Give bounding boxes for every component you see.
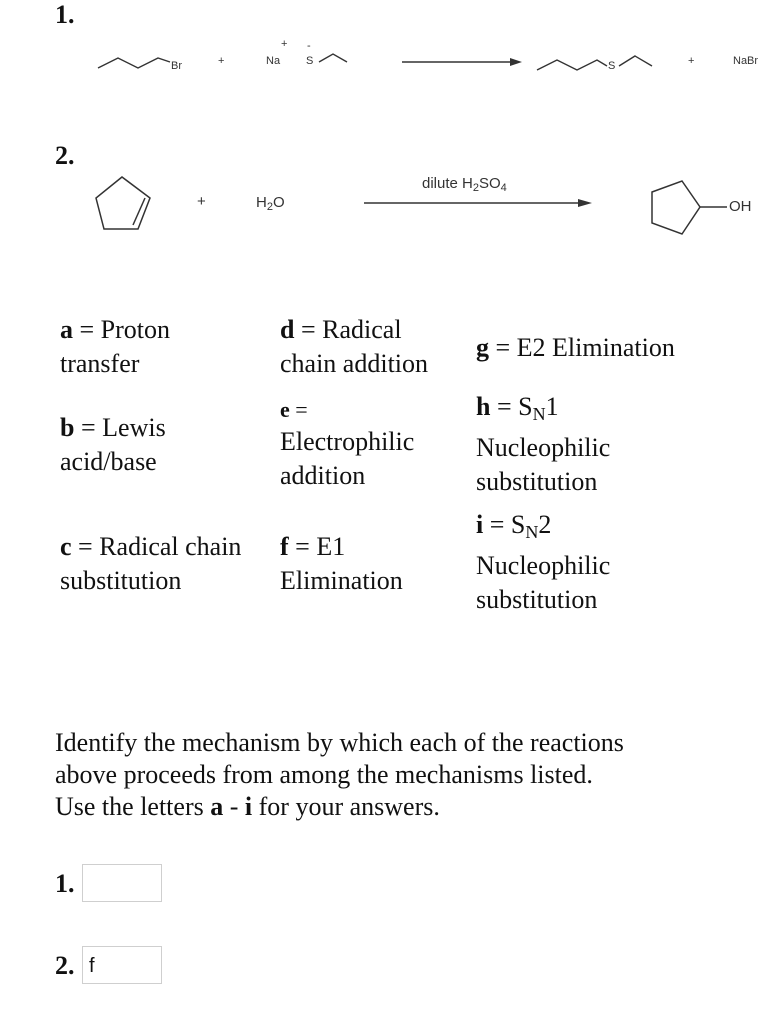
sodium-label: Na — [266, 55, 281, 67]
mechanism-f: f = E1 Elimination — [280, 532, 403, 595]
mechanism-c: c = Radical chain substitution — [60, 532, 242, 595]
cyclopentene-ring — [96, 177, 150, 229]
cyclopentene-double-bond — [133, 198, 145, 225]
reaction-1-number: 1. — [55, 0, 75, 29]
question-text: Identify the mechanism by which each of the reactions above proceeds from among the mechanisms listed. Use the letters a - i for your answers. — [55, 728, 624, 821]
answer-2-label: 2. — [55, 951, 75, 980]
sodium-charge: + — [281, 38, 288, 50]
mechanism-i: $i = S_N2$ Nucleophilic substitution — [476, 510, 611, 614]
mechanism-g: g = E2 Elimination — [476, 333, 675, 362]
thiolate-sulfur-label: S — [306, 55, 314, 67]
answer-1-label: 1. — [55, 869, 75, 898]
reaction-2-structures — [0, 0, 784, 300]
answer-2-input[interactable]: f — [82, 946, 162, 984]
mechanism-a: a = Proton transfer — [60, 315, 171, 378]
hydroxyl-label: OH — [729, 198, 752, 215]
product-sulfur-label: S — [608, 60, 616, 72]
bromide-label: Br — [171, 60, 182, 72]
mechanism-d: d = Radical chain addition — [280, 315, 429, 378]
reaction-2-number: 2. — [55, 141, 75, 170]
thiolate-charge: - — [307, 40, 311, 52]
water-formula: $H_2O$ — [256, 194, 285, 213]
plus-sign: + — [688, 55, 695, 67]
mechanism-e: e = Electrophilic addition — [280, 397, 415, 490]
sodium-bromide-label: NaBr — [733, 55, 759, 67]
mechanism-h: $h = S_N1$ Nucleophilic substitution — [476, 392, 611, 496]
plus-sign: + — [218, 55, 225, 67]
answer-1-input[interactable] — [82, 864, 162, 902]
mechanism-b: b = Lewis acid/base — [60, 413, 166, 476]
reagent-label: dilute $H_2SO_4$ — [422, 175, 507, 194]
plus-sign: + — [197, 193, 206, 210]
reaction-2-arrowhead — [578, 199, 592, 207]
cyclopentanol-ring — [652, 181, 700, 234]
